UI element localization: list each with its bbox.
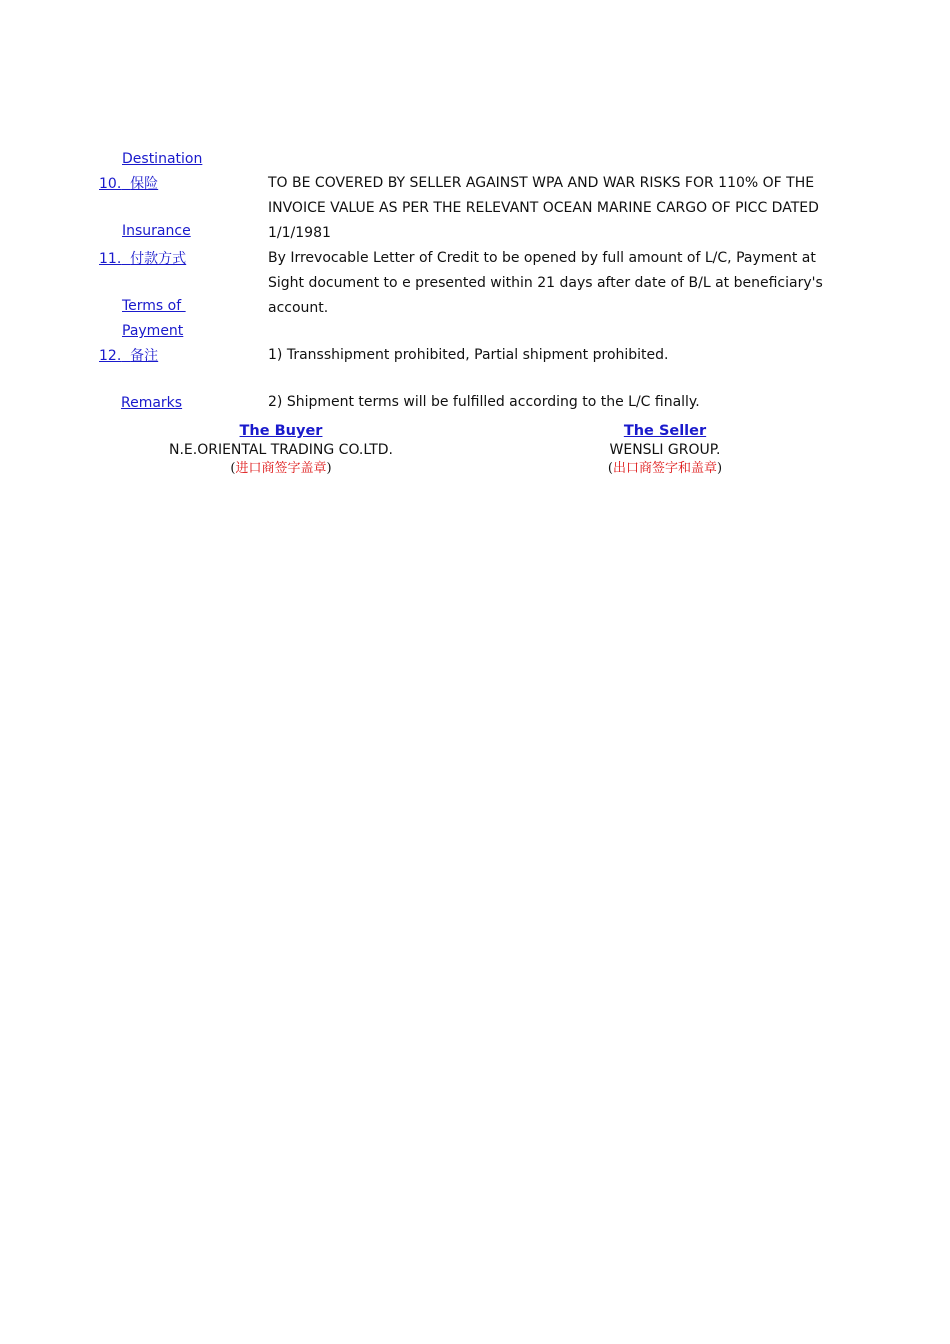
seller-note-text: 出口商签字和盖章 — [612, 461, 718, 476]
insurance-number-label[interactable] — [99, 175, 158, 193]
payment-line-2: Sight document to e presented within 21 days after date of B/L at beneficiary's — [268, 275, 823, 291]
insurance-number: 10. — [99, 176, 122, 192]
payment-line-1: By Irrevocable Letter of Credit to be opened by full amount of L/C, Payment at — [268, 250, 816, 266]
payment-label-cn: 付款方式 — [130, 251, 187, 267]
insurance-line-2: INVOICE VALUE AS PER THE RELEVANT OCEAN MARINE CARGO OF PICC DATED — [268, 200, 819, 216]
payment-text — [268, 246, 823, 321]
seller-heading[interactable]: The Seller — [623, 423, 707, 439]
buyer-signature-note — [230, 460, 331, 478]
insurance-text — [268, 171, 819, 246]
payment-number: 11. — [99, 251, 122, 267]
remarks-line-2: 2) Shipment terms will be fulfilled according to the L/C finally. — [268, 394, 700, 410]
insurance-line-3: 1/1/1981 — [268, 225, 331, 241]
buyer-paren-open: ( — [230, 461, 236, 476]
seller-paren-close: ) — [717, 461, 723, 476]
buyer-heading[interactable]: The Buyer — [239, 423, 323, 439]
buyer-note-text: 进口商签字盖章 — [235, 461, 327, 476]
remarks-line-1: 1) Transshipment prohibited, Partial shipment prohibited. — [268, 347, 669, 363]
insurance-line-1: TO BE COVERED BY SELLER AGAINST WPA AND WAR RISKS FOR 110% OF THE — [268, 175, 815, 191]
destination-label[interactable]: Destination — [122, 151, 203, 167]
insurance-label-en[interactable]: Insurance — [122, 223, 191, 239]
buyer-company: N.E.ORIENTAL TRADING CO.LTD. — [168, 442, 394, 458]
seller-paren-open: ( — [607, 461, 613, 476]
payment-label-en-2[interactable]: Payment — [122, 323, 184, 339]
seller-signature-note — [608, 460, 722, 478]
payment-label-en-1[interactable]: Terms of — [122, 298, 186, 314]
remarks-number: 12. — [99, 348, 122, 364]
buyer-paren-close: ) — [326, 461, 332, 476]
payment-number-label[interactable] — [99, 250, 186, 268]
insurance-label-cn: 保险 — [130, 176, 159, 192]
remarks-label-en[interactable]: Remarks — [121, 395, 183, 411]
payment-line-3: account. — [268, 300, 329, 316]
seller-company: WENSLI GROUP. — [609, 442, 721, 458]
remarks-label-cn: 备注 — [130, 348, 159, 364]
remarks-number-label[interactable] — [99, 347, 158, 365]
